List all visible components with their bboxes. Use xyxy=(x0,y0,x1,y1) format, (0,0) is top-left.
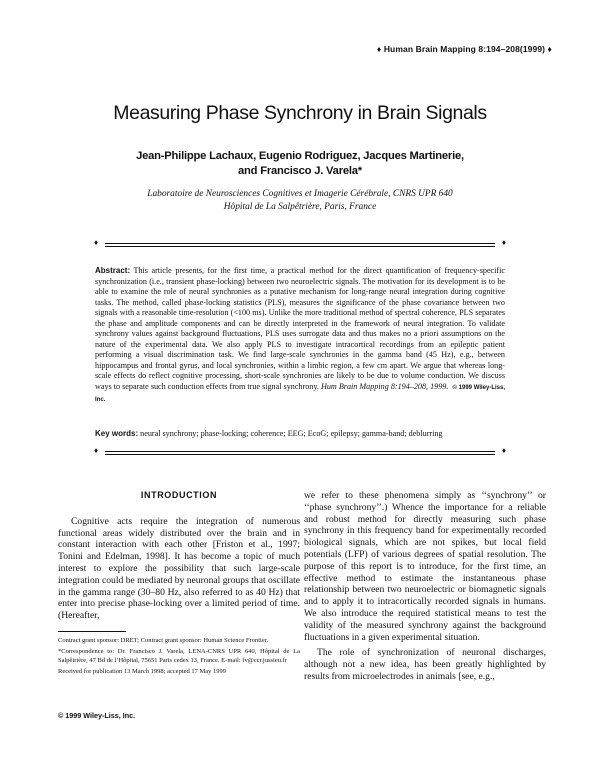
diamond-icon: ♦ xyxy=(94,446,99,455)
affiliation xyxy=(0,188,600,214)
affiliation-line-2: Hôpital de La Salpêtrière, Paris, France xyxy=(223,202,377,212)
diamond-icon: ♦ xyxy=(501,446,506,455)
keywords-body: neural synchrony; phase-locking; coherence; EEG; EcoG; epilepsy; gamma-band; deblurring xyxy=(140,429,443,438)
intro-paragraph: Cognitive acts require the integration of numerous functional areas widely distributed over the brain and in constant interaction with each other [Friston et al., 1997; Tonini and Edelman, 1998]. It has become a topic of much interest to explore the possibility that such large-scale integration could be mediated by neuronal groups that oscillate in the gamma range (30–80 Hz, also referred to as 40 Hz) that enter into precise phase-locking over a limited period of time. (Hereafter, xyxy=(58,515,300,622)
footnotes xyxy=(58,637,300,680)
authors-line-1: Jean-Philippe Lachaux, Eugenio Rodriguez, Jacques Martinerie, xyxy=(136,150,464,162)
footnote-rule xyxy=(58,631,126,632)
abstract-body: This article presents, for the first time, a practical method for the direct quantification of frequency-specific synchronization (i.e., transient phase-locking) between two neuroelectric signals. The motivation for its development is to be able to examine the role of neural synchronies as a putative mechanism for long-range neural integration during cognitive tasks. The method, called phase-locking statistics (PLS), measures the significance of the phase covariance between two signals with a reasonable time-resolution (<100 ms). Unlike the more traditional method of spectral coherence, PLS separates the phase and amplitude components and can be directly interpreted in the framework of neural integration. To validate synchrony values against background fluctuations, PLS uses surrogate data and thus makes no a priori assumptions on the nature of the experimental data. We also apply PLS to investigate intracortical recordings from an epileptic patient performing a visual discrimination task. We find large-scale synchronies in the gamma band (45 Hz), e.g., between hippocampus and frontal gyrus, and local synchronies, within a limbic region, a few cm apart. We argue that whereas long-scale effects do reflect cognitive processing, short-scale synchronies are likely to be due to volume conduction. We discuss ways to separate such conduction effects from true signal synchrony. xyxy=(95,266,505,392)
left-column xyxy=(58,490,300,622)
right-column xyxy=(304,490,546,683)
footnote-correspondence: *Correspondence to: Dr. Francisco J. Varela, LENA-CNRS UPR 640, Hôpital de La Salpêtrière, 47 Bd de l’Hôpital, 75651 Paris cedex 13, France. E-mail: fv@ccr.jussieu.fr xyxy=(58,648,300,664)
intro-paragraph: we refer to these phenomena simply as ‘‘synchrony’’ or ‘‘phase synchrony’’.) Whence the importance for a reliable and robust method for directly measuring such phase synchrony in this frequency band for experimentally recorded biological signals, which are not spikes, but local field potentials (LFP) of various degrees of spatial resolution. The purpose of this report is to introduce, for the first time, an effective method to estimate the instantaneous phase relationship between two neuroelectric or biomagnetic signals and to apply it to intracortically recorded signals in humans. We also introduce the required statistical means to test the validity of the measured synchrony against the background fluctuations in a given experimental situation. xyxy=(304,490,546,643)
divider-line xyxy=(105,451,495,452)
divider-line xyxy=(105,454,495,455)
keywords-label: Key words: xyxy=(95,429,139,438)
running-head: ♦ Human Brain Mapping 8:194–208(1999) ♦ xyxy=(376,44,552,54)
abstract xyxy=(95,266,505,405)
divider-line xyxy=(105,243,495,244)
abstract-citation: Hum Brain Mapping 8:194–208, 1999. xyxy=(320,382,449,392)
abstract-label: Abstract: xyxy=(95,266,131,275)
author-list xyxy=(0,149,600,179)
page-copyright: © 1999 Wiley-Liss, Inc. xyxy=(58,711,136,720)
authors-line-2: and Francisco J. Varela* xyxy=(238,165,362,177)
footnote-received: Received for publication 13 March 1998; accepted 17 May 1999 xyxy=(58,668,227,676)
affiliation-line-1: Laboratoire de Neurosciences Cognitives et Imagerie Cérébrale, CNRS UPR 640 xyxy=(147,189,453,199)
abstract-copyright: © 1999 Wiley-Liss, Inc. xyxy=(95,385,506,403)
footnote-grant: Contract grant sponsor: DRET; Contract grant sponsor: Human Science Frontier. xyxy=(58,637,269,644)
diamond-icon: ♦ xyxy=(501,238,506,247)
section-heading: INTRODUCTION xyxy=(140,490,218,500)
divider-line xyxy=(105,246,495,247)
diamond-icon: ♦ xyxy=(94,238,99,247)
keywords xyxy=(95,429,505,438)
intro-paragraph: The role of synchronization of neuronal discharges, although not a new idea, has been greatly highlighted by results from microelectrodes in animals [see, e.g., xyxy=(304,647,546,682)
article-title: Measuring Phase Synchrony in Brain Signals xyxy=(113,102,487,124)
